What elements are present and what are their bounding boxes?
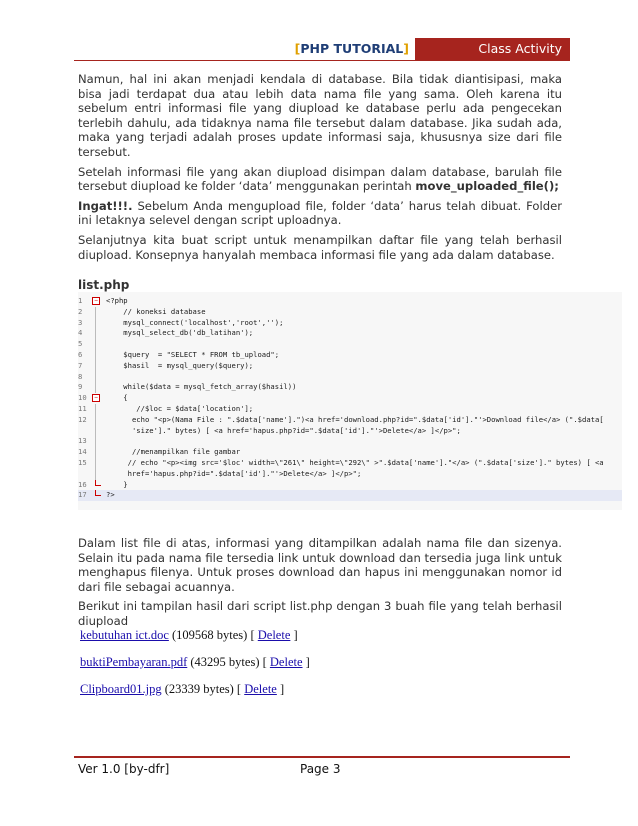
code-text: //$loc = $data['location']; [106, 404, 254, 413]
file-download-link[interactable]: buktiPembayaran.pdf [80, 655, 188, 669]
code-text: // koneksi database [106, 306, 206, 316]
code-text: 'size']." bytes) [ <a href='hapus.php?id=".$data['id']."'>Delete</a> ]</p>"; [106, 425, 461, 435]
paragraph-3-text: Sebelum Anda mengupload file, folder ‘data’ harus telah dibuat. Folder ini letaknya selevel dengan script uploadnya. [78, 198, 563, 228]
header-title-text: PHP TUTORIAL [300, 41, 404, 56]
code-line [78, 469, 622, 480]
code-text: <?php [106, 296, 128, 305]
line-number: 9 [78, 382, 83, 392]
bracket-close: ] [279, 682, 285, 696]
paragraph-6: Berikut ini tampilan hasil dari script list.php dengan 3 buah file yang telah berhasil diupload [78, 599, 562, 628]
code-block [78, 292, 622, 510]
fold-guide [95, 361, 100, 372]
bracket-close: ] [293, 628, 298, 642]
code-line [78, 436, 622, 447]
code-line [78, 415, 622, 426]
paragraph-2-text: Setelah informasi file yang akan diupload disimpan dalam database, barulah file tersebut diupload ke folder ‘data’ menggunakan perintah [78, 164, 562, 194]
paragraph-4: Selanjutnya kita buat script untuk menampilkan daftar file yang telah berhasil diupload. Konsepnya hanyalah membaca informasi file yang ada dalam database. [78, 232, 562, 262]
code-text: href='hapus.php?id=".$data['id']."'>Delete</a> ]</p>"; [106, 468, 362, 478]
footer-version: Ver 1.0 [by-dfr] [78, 762, 170, 776]
footer-page: Page 3 [300, 762, 341, 776]
code-heading: list.php [78, 278, 130, 293]
function-name: move_uploaded_file(); [415, 179, 559, 194]
code-line [78, 350, 622, 361]
paragraph-3 [78, 199, 562, 228]
line-number: 12 [78, 414, 87, 424]
file-size: (109568 bytes) [ [172, 628, 255, 642]
line-number: 3 [78, 317, 83, 327]
fold-guide [95, 339, 100, 350]
line-number: 7 [78, 360, 83, 370]
line-number: 13 [78, 436, 87, 446]
code-line [78, 393, 622, 404]
fold-guide [95, 404, 100, 415]
code-text: { [106, 393, 128, 403]
code-line [78, 458, 622, 469]
line-number: 8 [78, 371, 83, 381]
line-number: 17 [78, 490, 87, 500]
code-line [78, 382, 622, 393]
fold-guide [95, 350, 100, 361]
file-size: (23339 bytes) [ [164, 682, 242, 696]
header-title [74, 38, 415, 60]
code-line [78, 318, 622, 329]
line-number: 14 [78, 447, 87, 457]
line-number: 10 [78, 393, 87, 403]
fold-guide [95, 447, 100, 458]
delete-link[interactable]: Delete [269, 655, 303, 669]
paragraph-5: Dalam list file di atas, informasi yang ditampilkan adalah nama file dan sizenya. Selain itu pada nama file tersedia link untuk download dan tersedia juga link untuk menghapus filenya. Untuk proses download dan hapus ini menggunakan nomor id dari file sebagai acuannya. [78, 536, 562, 594]
code-line [78, 307, 622, 318]
code-line [78, 296, 622, 307]
header-tab: Class Activity [415, 38, 570, 60]
header-rule [74, 60, 570, 61]
fold-guide [95, 458, 100, 469]
file-download-link[interactable]: Clipboard01.jpg [80, 682, 162, 696]
fold-guide [95, 372, 100, 383]
line-number: 2 [78, 306, 83, 316]
line-number: 11 [78, 404, 87, 413]
fold-guide [95, 436, 100, 447]
line-number: 5 [78, 339, 83, 349]
file-row [80, 655, 310, 682]
fold-toggle-icon[interactable]: − [92, 394, 100, 402]
line-number: 16 [78, 479, 87, 489]
fold-guide [95, 415, 100, 426]
code-line [78, 480, 622, 491]
paragraph-1: Namun, hal ini akan menjadi kendala di database. Bila tidak diantisipasi, maka bisa jadi terdapat dua atau lebih data nama file yang sama. Oleh karena itu sebelum entri informasi file yang diupload ke database perlu ada pengecekan terlebih dahulu, ada tidaknya nama file tersebut dalam database. Jika sudah ada, maka yang terjadi adalah proses update informasi saja, khususnya size dari file tersebut. [78, 72, 562, 159]
footer-rule [74, 756, 570, 758]
bracket-close: ] [403, 41, 409, 56]
warning-label: Ingat!!!. [78, 198, 133, 213]
fold-end-icon [95, 490, 101, 496]
fold-guide [95, 328, 100, 339]
code-text: ?> [106, 490, 115, 500]
fold-guide [95, 426, 100, 437]
page-header [74, 38, 570, 60]
code-line [78, 490, 622, 501]
delete-link[interactable]: Delete [257, 628, 291, 642]
body-text-2 [78, 536, 562, 634]
file-list [80, 628, 310, 709]
line-number: 1 [78, 296, 83, 305]
code-text: // echo "<p><img src='$loc' width=\"261\" height=\"292\" >".$data['name']."</a> (".$data['size']." bytes) [ <a [106, 458, 604, 467]
code-text: mysql_connect('localhost','root',''); [106, 317, 284, 327]
code-text: $query = "SELECT * FROM tb_upload"; [106, 350, 280, 359]
code-text: mysql_select_db('db_latihan'); [106, 328, 254, 338]
code-line [78, 404, 622, 415]
paragraph-2 [78, 165, 562, 194]
fold-end-icon [95, 480, 101, 486]
code-text: } [106, 479, 128, 489]
file-download-link[interactable]: kebutuhan ict.doc [80, 628, 169, 642]
code-text: while($data = mysql_fetch_array($hasil)) [106, 382, 297, 392]
bracket-open: [ [294, 41, 301, 56]
bracket-close: ] [305, 655, 310, 669]
code-line [78, 426, 622, 437]
fold-guide [95, 318, 100, 329]
code-line [78, 372, 622, 383]
code-text: $hasil = mysql_query($query); [106, 360, 254, 370]
fold-guide [95, 307, 100, 318]
fold-guide [95, 469, 100, 480]
file-row [80, 628, 310, 655]
line-number: 4 [78, 328, 83, 338]
code-line [78, 361, 622, 372]
line-number: 15 [78, 458, 87, 467]
code-text: //menampilkan file gambar [106, 447, 241, 457]
fold-guide [95, 382, 100, 393]
file-size: (43295 bytes) [ [190, 655, 267, 669]
fold-toggle-icon[interactable]: − [92, 297, 100, 305]
body-text [78, 72, 562, 308]
delete-link[interactable]: Delete [244, 682, 277, 696]
file-row [80, 682, 310, 709]
code-line [78, 339, 622, 350]
line-number: 6 [78, 350, 83, 359]
code-line [78, 328, 622, 339]
code-line [78, 447, 622, 458]
code-text: echo "<p>(Nama File : ".$data['name'].")<a href='download.php?id=".$data['id']."'>Download file</a> (".$data[ [106, 414, 604, 424]
